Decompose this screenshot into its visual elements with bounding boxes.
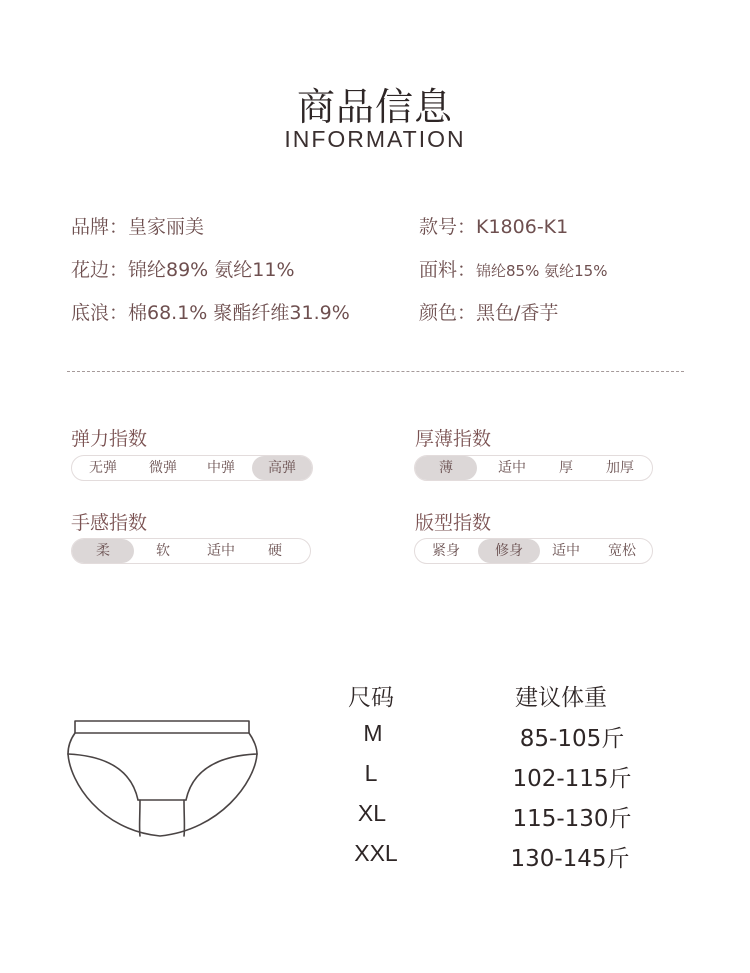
scale-option-selected: 高弹 [252,456,312,480]
size-header: 尺码 [348,685,394,711]
scale-option-selected: 薄 [415,456,477,480]
weight-cell: 130-145斤 [510,846,630,872]
page-subtitle: INFORMATION [284,126,466,152]
scale-option: 适中 [207,543,235,559]
spec-brand: 品牌：皇家丽美 [71,216,205,238]
scale-elasticity [71,455,313,481]
dashed-divider [67,371,684,372]
spec-color: 颜色：黑色/香芋 [419,302,559,324]
scale-title-fit: 版型指数 [415,512,492,534]
scale-option: 加厚 [606,460,634,476]
page-title: 商品信息 [296,85,453,129]
weight-cell: 115-130斤 [512,806,632,832]
scale-option-selected: 柔 [72,539,134,563]
scale-fit [414,538,653,564]
size-cell: M [363,720,383,746]
spec-fabric-label: 面料： [419,259,477,281]
scale-option-selected: 修身 [478,539,540,563]
scale-title-hand-feel: 手感指数 [71,512,148,534]
scale-option: 软 [156,543,170,559]
size-cell: L [364,760,378,786]
scale-title-thickness: 厚薄指数 [415,428,492,450]
scale-option: 紧身 [432,543,460,559]
spec-bottom: 底浪：棉68.1% 聚酯纤维31.9% [71,302,350,324]
scale-option: 宽松 [608,543,636,559]
scale-hand-feel [71,538,311,564]
spec-model: 款号：K1806-K1 [419,216,569,238]
spec-lace: 花边：锦纶89% 氨纶11% [71,259,295,281]
scale-option: 适中 [498,460,526,476]
weight-cell: 85-105斤 [519,726,625,752]
scale-option: 硬 [268,543,282,559]
scale-option: 中弹 [207,460,235,476]
scale-option: 厚 [559,460,573,476]
scale-option: 无弹 [89,460,117,476]
weight-cell: 102-115斤 [512,766,632,792]
scale-title-elasticity: 弹力指数 [71,428,148,450]
spec-fabric-value: 锦纶85% 氨纶15% [476,262,608,280]
scale-option: 适中 [552,543,580,559]
size-cell: XXL [354,840,398,866]
size-cell: XL [357,800,387,826]
weight-header: 建议体重 [515,685,607,711]
briefs-outline-icon [60,712,270,842]
spec-fabric [419,255,607,282]
scale-thickness [414,455,653,481]
scale-option: 微弹 [149,460,177,476]
